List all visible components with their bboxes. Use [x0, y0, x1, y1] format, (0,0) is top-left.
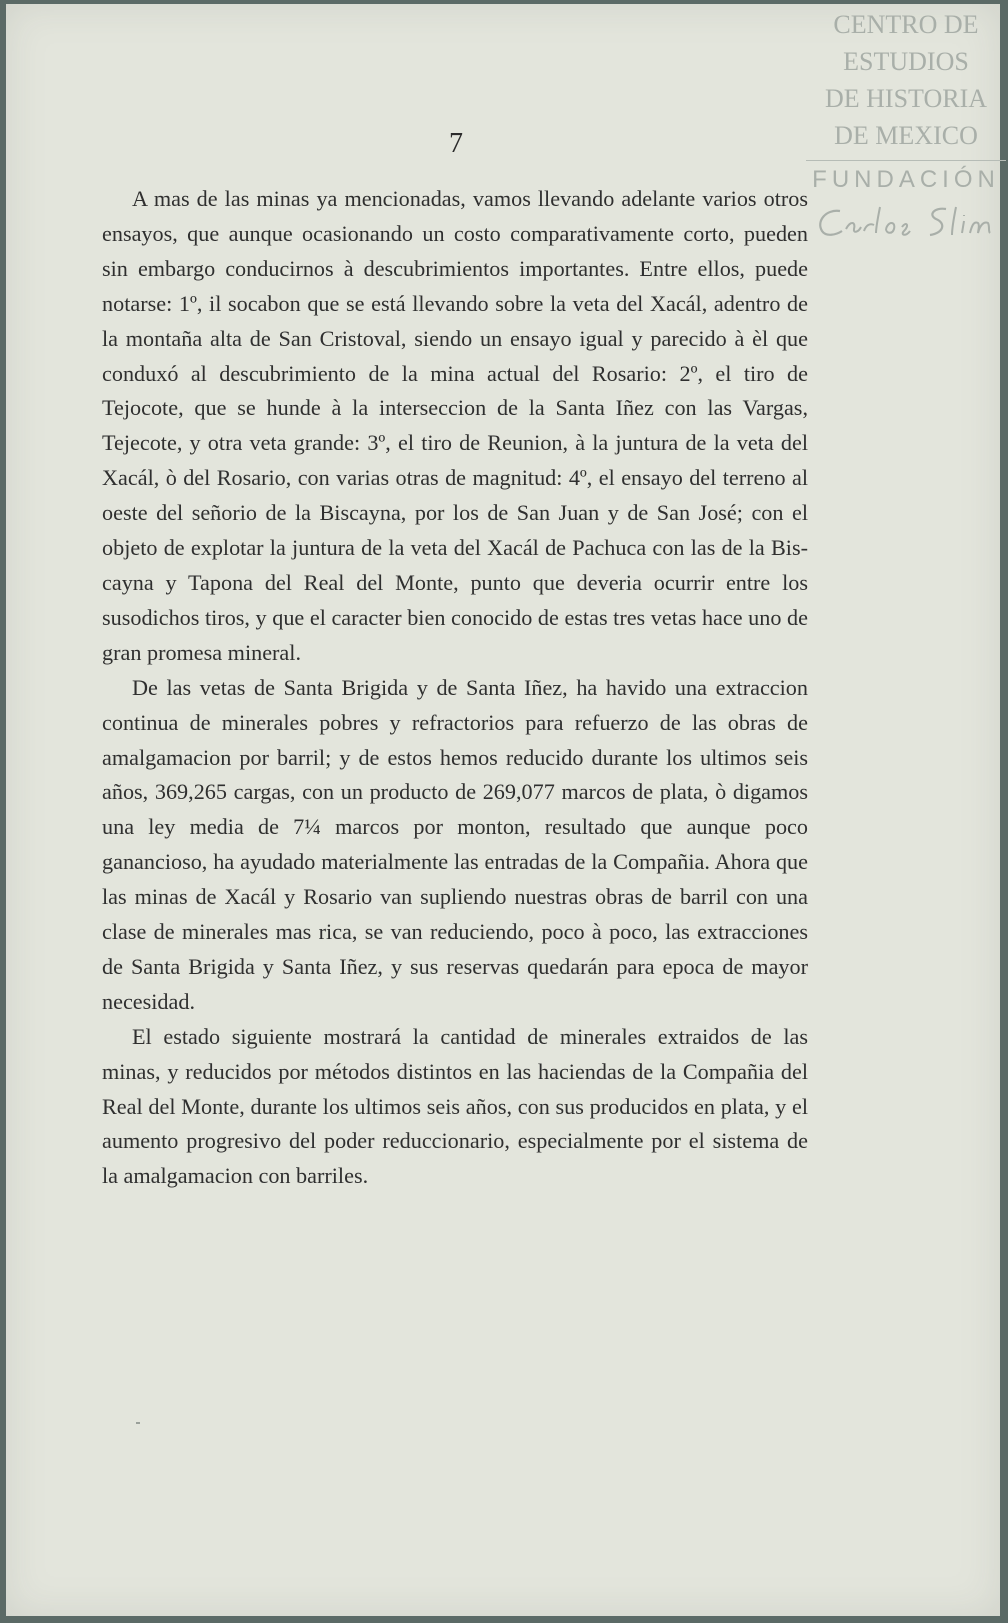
body-text: [102, 182, 808, 1194]
watermark-foundation: FUNDACIÓN: [812, 166, 1000, 193]
watermark-line: ESTUDIOS: [843, 47, 969, 76]
watermark-line: DE HISTORIA: [824, 84, 988, 113]
document-page: [6, 4, 1000, 1616]
paragraph: El estado siguiente mostrará la cantidad de minerales extraidos de las minas, y reducidos por métodos distintos en las haciendas de la Compañia del Real del Monte, durante los ultimos seis años, con sus producidos en plata, y el aumento progresivo del poder reduccionario, especialmente por el sistema de la amalgamacion con barriles.: [102, 1023, 808, 1189]
watermark-divider: [806, 160, 1006, 161]
scan-mark: [136, 1422, 140, 1424]
watermark-line: DE MEXICO: [834, 121, 978, 150]
paragraph: De las vetas de Santa Brigida y de Santa Iñez, ha havido una extraccion continua de minerales pobres y refractorios para refuerzo de las obras de amalgamacion por barril; y de estos hemos reducido durante los ultimos seis años, 369,265 cargas, con un producto de 269,077 marcos de plata, ò digamos una ley media de 7¼ marcos por monton, resultado que aunque poco ganancioso, ha ayudado materialmente las entradas de la Compañia. Ahora que las minas de Xacál y Rosario van supliendo nuestras obras de barril con una clase de minerales mas rica, se van reduciendo, poco à poco, las extracciones de Santa Brigida y Santa Iñez, y sus reservas quedarán para epoca de mayor necesidad.: [102, 674, 808, 1014]
signature-logo: [806, 199, 1006, 245]
paragraph: A mas de las minas ya mencionadas, vamos llevando adelante varios otros ensayos, que aunque ocasionando un costo comparativamente corto, pueden sin embargo conducirnos à descubrimientos importantes. Entre ellos, puede notarse: 1º, il socabon que se está llevando sobre la veta del Xacál, adentro de la montaña alta de San Cristoval, siendo un ensayo igual y parecido à èl que conduxó al descubrimiento de la mina actual del Rosario: 2º, el tiro de Tejocote, que se hunde à la interseccion de la Santa Iñez con las Vargas, Tejecote, y otra veta grande: 3º, el tiro de Reunion, à la juntura de la veta del Xacál, ò del Rosario, con varias otras de magnitud: 4º, el ensayo del terreno al oeste del señorio de la Biscayna, por los de San Juan y de San José; con el objeto de explotar la juntura de la veta del Xacál de Pachuca con las de la Biscayna y Tapona del Real del Monte, punto que deveria ocurrir entre los susodichos tiros, y que el caracter bien conocido de estas tres vetas hace uno de gran promesa mineral.: [102, 186, 808, 665]
page-number: 7: [449, 128, 463, 159]
watermark-line: CENTRO DE: [833, 10, 979, 39]
